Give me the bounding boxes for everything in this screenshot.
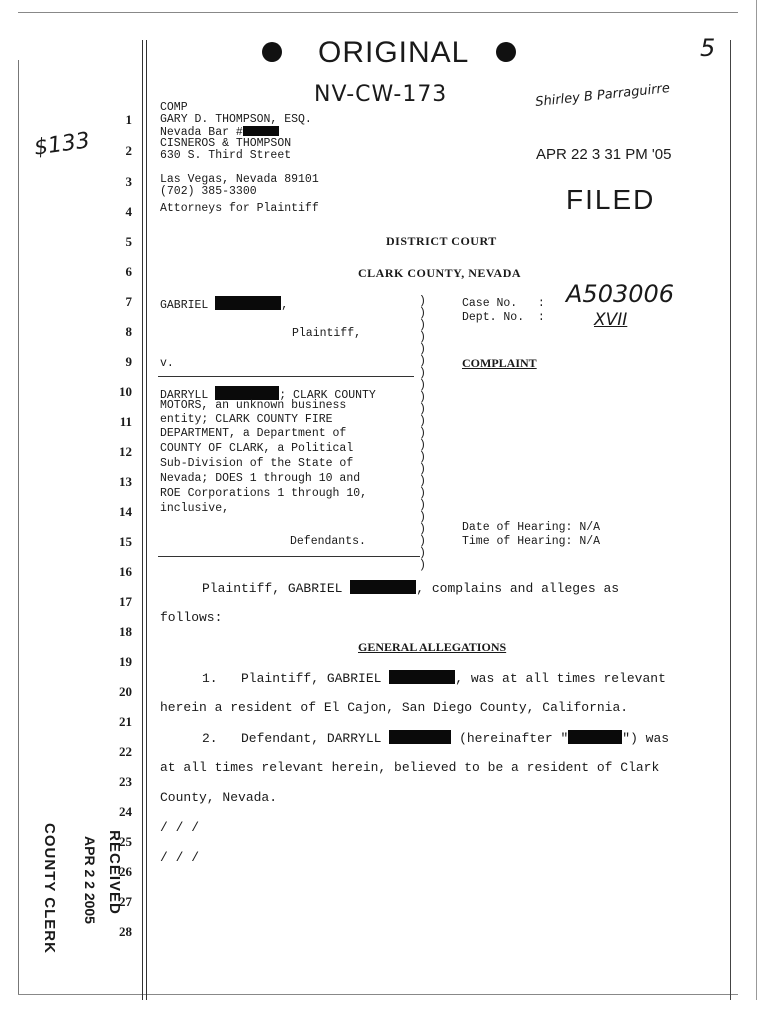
intro-paragraph-line-1: Plaintiff, GABRIEL , complains and alleges as: [202, 581, 620, 596]
line-number: 1: [125, 112, 132, 127]
allegation-2-line-3: County, Nevada.: [160, 790, 278, 805]
redaction-bar: [215, 386, 279, 400]
line-number: 17: [119, 594, 132, 609]
line-number: 24: [119, 804, 132, 819]
defendant-line-5: COUNTY OF CLARK, a Political: [160, 442, 354, 455]
defendant-line-2: MOTORS, an unknown business: [160, 399, 347, 412]
margin-note-handwritten: $133: [32, 128, 92, 161]
line-number: 20: [119, 684, 132, 699]
defendant-line-1: DARRYLL ; CLARK COUNTY: [160, 386, 376, 402]
line-number: 15: [119, 534, 132, 549]
county-clerk-stamp: COUNTY CLERK: [40, 823, 58, 954]
line-number: 14: [119, 504, 132, 519]
attorney-line-8: Attorneys for Plaintiff: [160, 202, 319, 215]
versus: v.: [160, 357, 174, 370]
line-number: 18: [119, 624, 132, 639]
attorney-line-5: 630 S. Third Street: [160, 149, 292, 162]
line-number: 7: [125, 294, 132, 309]
line-number: 5: [125, 234, 132, 249]
line-number: 3: [125, 174, 132, 189]
filed-date-stamp: APR 22 3 31 PM '05: [536, 146, 672, 163]
defendant-line-4: DEPARTMENT, a Department of: [160, 427, 347, 440]
received-stamp: RECEIVED: [105, 830, 123, 915]
dept-no-label: Dept. No. :: [462, 311, 545, 324]
allegation-2-line-1: 2. Defendant, DARRYLL (hereinafter " ") was: [202, 731, 670, 746]
plaintiff-name: GABRIEL ,: [160, 296, 288, 312]
line-number: 9: [125, 354, 132, 369]
line-number: 13: [119, 474, 132, 489]
bottom-border: [18, 994, 738, 995]
line-number: 10: [119, 384, 132, 399]
continuation-slashes-2: / / /: [160, 850, 200, 865]
continuation-slashes-1: / / /: [160, 820, 200, 835]
line-number: 8: [125, 324, 132, 339]
case-code-handwritten: NV-CW-173: [314, 82, 448, 107]
hearing-date: Date of Hearing: N/A: [462, 521, 601, 534]
caption-parens: ) ) ) ) ) ) ) ) ) ) ) ) ) ) ) ) ) ) ) ) ) ) ): [419, 295, 426, 572]
line-number: 6: [125, 264, 132, 279]
line-number: 12: [119, 444, 132, 459]
bar-number-label: Nevada Bar #: [160, 126, 243, 139]
allegation-1-line-2: herein a resident of El Cajon, San Diego County, California.: [160, 700, 629, 715]
line-number: 25: [119, 834, 132, 849]
line-number: 16: [119, 564, 132, 579]
left-margin-rule-1: [142, 40, 143, 1000]
attorney-line-1: COMP: [160, 101, 188, 114]
top-border: [18, 12, 738, 13]
line-number: 28: [119, 924, 132, 939]
defendant-line-6: Sub-Division of the State of: [160, 457, 354, 470]
document-title: COMPLAINT: [462, 356, 537, 370]
defendant-line-3: entity; CLARK COUNTY FIRE: [160, 413, 333, 426]
court-county: CLARK COUNTY, NEVADA: [358, 266, 522, 280]
attorney-line-4: CISNEROS & THOMPSON: [160, 137, 292, 150]
redaction-bar: [350, 580, 416, 594]
line-number: 27: [119, 894, 132, 909]
allegation-1-line-1: 1. Plaintiff, GABRIEL , was at all times relevant: [202, 671, 666, 686]
dept-no-value: XVII: [594, 310, 628, 330]
defendants-role: Defendants.: [290, 535, 366, 548]
allegation-2-line-2: at all times relevant herein, believed to be a resident of Clark: [160, 760, 660, 775]
court-name: DISTRICT COURT: [386, 234, 497, 248]
line-number: 23: [119, 774, 132, 789]
original-stamp: ORIGINAL: [318, 36, 470, 69]
hearing-time: Time of Hearing: N/A: [462, 535, 601, 548]
attorney-line-2: GARY D. THOMPSON, ESQ.: [160, 113, 312, 126]
line-number: 22: [119, 744, 132, 759]
redaction-bar: [215, 296, 281, 310]
line-number: 21: [119, 714, 132, 729]
caption-rule-mid: [158, 376, 414, 377]
case-no-value: A503006: [566, 280, 675, 308]
defendant-line-8: ROE Corporations 1 through 10,: [160, 487, 368, 500]
clerk-signature: Shirley B Parraguirre: [534, 80, 671, 111]
right-margin-line-outer: [756, 0, 757, 1000]
filed-stamp: FILED: [566, 184, 656, 215]
line-number: 11: [119, 414, 132, 429]
intro-paragraph-line-2: follows:: [160, 610, 223, 625]
right-margin-line: [730, 40, 731, 1000]
page-mark-handwritten: 5: [700, 34, 716, 62]
redaction-bar: [389, 730, 451, 744]
general-allegations-heading: GENERAL ALLEGATIONS: [358, 640, 507, 654]
attorney-line-7: (702) 385-3300: [160, 185, 257, 198]
attorney-line-6: Las Vegas, Nevada 89101: [160, 173, 319, 186]
left-page-edge: [18, 60, 19, 995]
defendant-line-9: inclusive,: [160, 502, 230, 515]
redaction-bar: [568, 730, 622, 744]
redaction-bar: [389, 670, 455, 684]
redaction-bar: [243, 126, 279, 136]
hole-punch-left: [262, 42, 282, 62]
line-number: 4: [125, 204, 132, 219]
received-date-stamp: APR 2 2 2005: [81, 836, 98, 924]
left-margin-rule-2: [146, 40, 147, 1000]
line-number: 2: [125, 143, 132, 158]
line-number: 26: [119, 864, 132, 879]
plaintiff-role: Plaintiff,: [292, 327, 362, 340]
case-no-label: Case No. :: [462, 297, 545, 310]
hole-punch-right: [496, 42, 516, 62]
line-number: 19: [119, 654, 132, 669]
caption-rule-bottom: [158, 556, 420, 557]
defendant-line-7: Nevada; DOES 1 through 10 and: [160, 472, 361, 485]
